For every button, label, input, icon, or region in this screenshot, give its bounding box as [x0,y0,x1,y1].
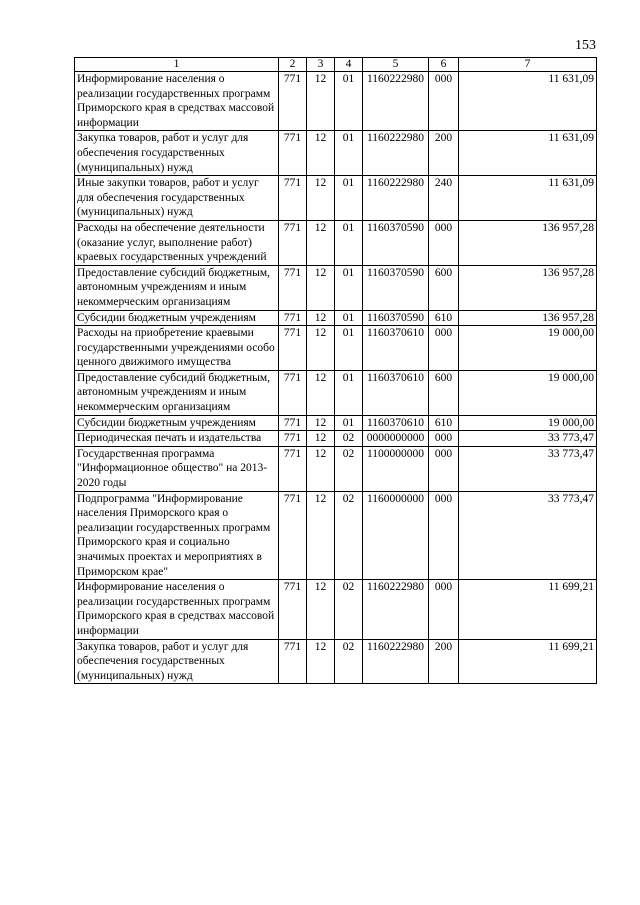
table-row [75,446,597,491]
row-amount: 11 699,21 [459,580,597,639]
row-name: Подпрограмма "Информирование населения Приморского края о реализации государственных программ Приморского края и социально значимых проектах и мероприятиях в Приморском крае" [75,491,279,580]
row-col-2: 771 [279,639,307,684]
row-col-2: 771 [279,176,307,221]
row-col-3: 12 [307,326,335,371]
row-name: Информирование населения о реализации государственных программ Приморского края в средствах массовой информации [75,580,279,639]
row-amount: 136 957,28 [459,265,597,310]
page-number: 153 [575,38,596,53]
row-col-6: 600 [429,265,459,310]
row-col-5: 1160370590 [363,220,429,265]
row-col-4: 02 [335,580,363,639]
row-col-6: 000 [429,72,459,131]
row-col-4: 01 [335,326,363,371]
table-row [75,131,597,176]
row-col-6: 600 [429,370,459,415]
row-name: Закупка товаров, работ и услуг для обеспечения государственных (муниципальных) нужд [75,131,279,176]
table-row [75,431,597,447]
header-col-3: 3 [307,58,335,72]
row-col-6: 000 [429,220,459,265]
row-col-5: 1160370590 [363,310,429,326]
row-name: Государственная программа "Информационное общество" на 2013-2020 годы [75,446,279,491]
row-col-5: 1160370610 [363,326,429,371]
row-amount: 11 631,09 [459,72,597,131]
row-amount: 11 631,09 [459,131,597,176]
row-name: Расходы на обеспечение деятельности (оказание услуг, выполнение работ) краевых государственных учреждений [75,220,279,265]
row-col-4: 01 [335,265,363,310]
row-col-5: 1100000000 [363,446,429,491]
row-name: Предоставление субсидий бюджетным, автономным учреждениям и иным некоммерческим организациям [75,265,279,310]
header-col-6: 6 [429,58,459,72]
row-amount: 11 631,09 [459,176,597,221]
row-col-5: 1160370610 [363,370,429,415]
header-col-5: 5 [363,58,429,72]
row-col-3: 12 [307,491,335,580]
row-name: Субсидии бюджетным учреждениям [75,310,279,326]
row-name: Информирование населения о реализации государственных программ Приморского края в средствах массовой информации [75,72,279,131]
row-col-2: 771 [279,446,307,491]
header-col-1: 1 [75,58,279,72]
row-col-2: 771 [279,220,307,265]
row-amount: 33 773,47 [459,431,597,447]
row-col-2: 771 [279,310,307,326]
row-col-3: 12 [307,446,335,491]
row-col-6: 200 [429,131,459,176]
row-col-3: 12 [307,131,335,176]
table-body [75,72,597,684]
row-col-3: 12 [307,310,335,326]
table-row [75,580,597,639]
table-row [75,220,597,265]
row-col-4: 01 [335,310,363,326]
table-row [75,176,597,221]
row-col-6: 000 [429,491,459,580]
row-amount: 33 773,47 [459,491,597,580]
row-col-5: 1160222980 [363,131,429,176]
row-col-2: 771 [279,131,307,176]
row-col-3: 12 [307,220,335,265]
table-row [75,310,597,326]
row-col-4: 01 [335,370,363,415]
row-name: Расходы на приобретение краевыми государственными учреждениями особо ценного движимого имущества [75,326,279,371]
row-col-3: 12 [307,265,335,310]
row-col-5: 1160222980 [363,639,429,684]
row-col-2: 771 [279,431,307,447]
row-amount: 19 000,00 [459,415,597,431]
row-col-3: 12 [307,72,335,131]
row-col-2: 771 [279,72,307,131]
table-row [75,72,597,131]
row-amount: 19 000,00 [459,370,597,415]
header-col-7: 7 [459,58,597,72]
row-col-2: 771 [279,491,307,580]
row-name: Иные закупки товаров, работ и услуг для обеспечения государственных (муниципальных) нужд [75,176,279,221]
table-row [75,491,597,580]
row-col-6: 000 [429,326,459,371]
row-col-3: 12 [307,580,335,639]
row-col-3: 12 [307,370,335,415]
row-col-3: 12 [307,431,335,447]
row-col-2: 771 [279,326,307,371]
row-amount: 33 773,47 [459,446,597,491]
table-row [75,265,597,310]
row-col-5: 1160222980 [363,72,429,131]
row-name: Закупка товаров, работ и услуг для обеспечения государственных (муниципальных) нужд [75,639,279,684]
row-col-4: 01 [335,176,363,221]
header-col-4: 4 [335,58,363,72]
row-col-2: 771 [279,265,307,310]
row-col-4: 01 [335,220,363,265]
row-col-3: 12 [307,639,335,684]
row-amount: 136 957,28 [459,220,597,265]
row-col-5: 0000000000 [363,431,429,447]
row-col-5: 1160370590 [363,265,429,310]
row-col-5: 1160000000 [363,491,429,580]
row-name: Субсидии бюджетным учреждениям [75,415,279,431]
row-col-4: 02 [335,491,363,580]
row-name: Периодическая печать и издательства [75,431,279,447]
row-amount: 136 957,28 [459,310,597,326]
row-amount: 19 000,00 [459,326,597,371]
row-col-3: 12 [307,176,335,221]
row-col-4: 02 [335,446,363,491]
row-col-5: 1160222980 [363,176,429,221]
row-col-6: 000 [429,431,459,447]
row-col-6: 610 [429,415,459,431]
row-col-4: 02 [335,639,363,684]
row-col-4: 01 [335,415,363,431]
row-col-2: 771 [279,370,307,415]
row-col-5: 1160222980 [363,580,429,639]
row-col-4: 01 [335,72,363,131]
table-row [75,326,597,371]
row-col-6: 000 [429,446,459,491]
row-col-4: 01 [335,131,363,176]
table-row [75,639,597,684]
row-col-6: 000 [429,580,459,639]
row-col-6: 200 [429,639,459,684]
table-row [75,415,597,431]
row-col-6: 240 [429,176,459,221]
row-col-2: 771 [279,580,307,639]
row-col-5: 1160370610 [363,415,429,431]
budget-table [74,57,597,684]
row-col-3: 12 [307,415,335,431]
header-row [75,58,597,72]
row-name: Предоставление субсидий бюджетным, автономным учреждениям и иным некоммерческим организациям [75,370,279,415]
row-col-2: 771 [279,415,307,431]
row-col-6: 610 [429,310,459,326]
row-col-4: 02 [335,431,363,447]
header-col-2: 2 [279,58,307,72]
table-row [75,370,597,415]
row-amount: 11 699,21 [459,639,597,684]
